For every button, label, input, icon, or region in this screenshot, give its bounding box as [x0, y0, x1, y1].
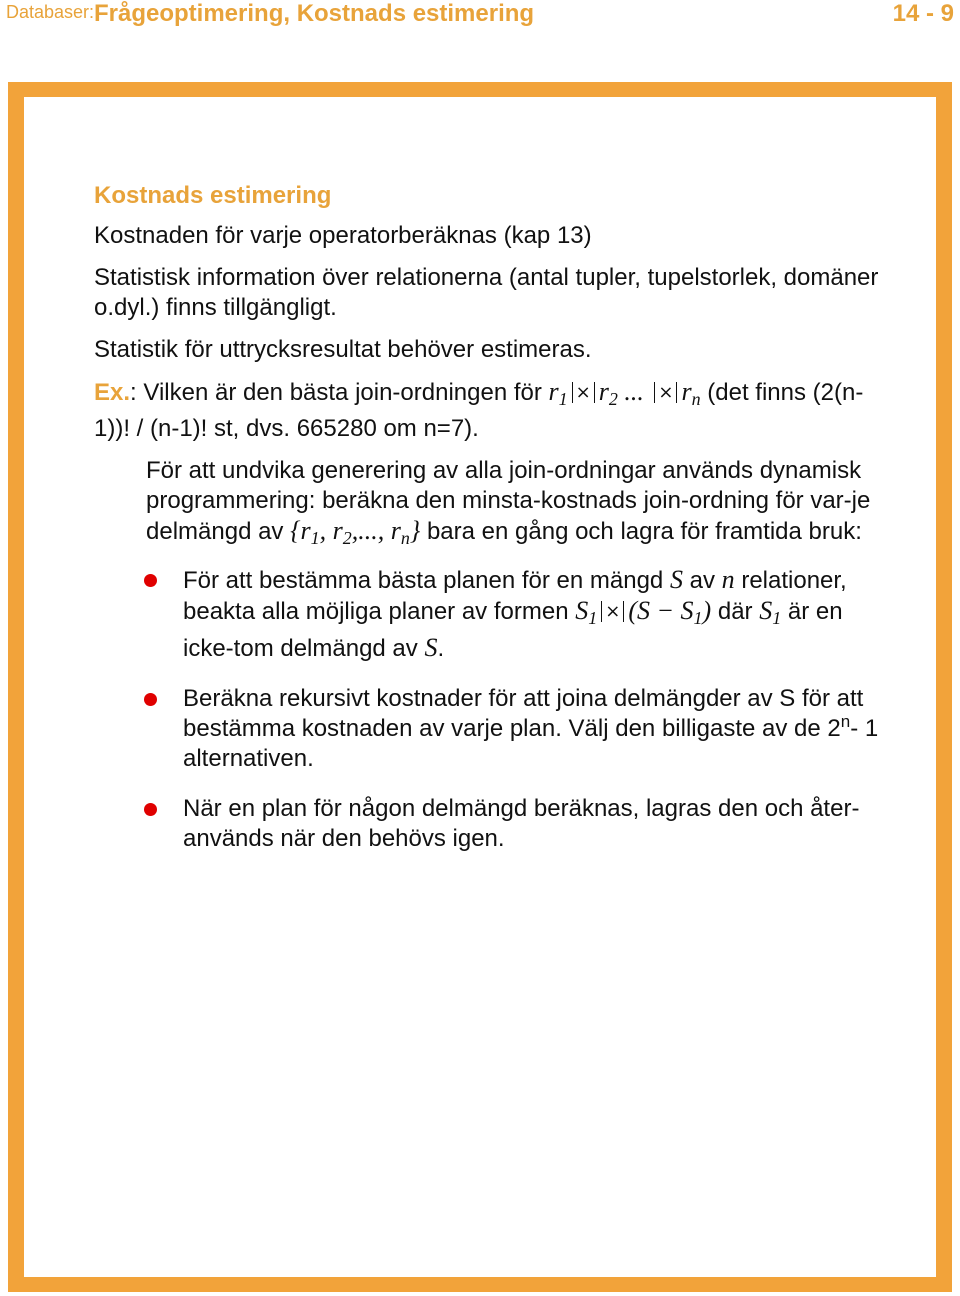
example-text-a: : Vilken är den bästa join-ordningen för	[130, 379, 542, 406]
list-item	[94, 794, 894, 854]
math-plan-form: $S_1 \times (S - S_1)$	[575, 596, 712, 628]
superscript-n: n	[840, 712, 851, 731]
page-header	[0, 0, 960, 40]
example-paragraph	[94, 377, 894, 444]
bullet-text: relationer, beakta alla möjliga planer av formen	[183, 567, 847, 625]
paragraph-statistics: Statistisk information över relationerna (antal tupler, tupelstorlek, domäner o.dyl.) finns tillgängligt.	[94, 264, 879, 321]
section-heading: Kostnads estimering	[94, 182, 332, 209]
bullet-text: där	[717, 598, 753, 625]
list-item	[94, 684, 894, 774]
bullet-text: - 1 alternativen.	[183, 715, 879, 772]
math-join-expression: $r_1 \times r_2$ ... × $r_n$	[548, 377, 701, 409]
bullet-text: När en plan för någon delmängd beräknas, lagras den och åter-används när den behövs igen.	[183, 795, 860, 852]
slide-content	[94, 181, 894, 874]
bullet-text: är en icke-tom delmängd av	[183, 598, 843, 662]
list-item	[94, 565, 894, 664]
bullet-text: av	[689, 567, 715, 594]
dp-text-a: För att undvika generering av alla join-ordningar används dynamisk programmering: beräkna den minsta-kostnads join-ordning för var-je delmängd av	[146, 457, 871, 545]
page-number: 14 - 9	[892, 0, 954, 27]
math-n: n	[721, 565, 735, 594]
paragraph-estimate: Statistik för uttrycksresultat behöver estimeras.	[94, 336, 592, 363]
paragraph-cost: Kostnaden för varje operatorberäknas (kap 13)	[94, 222, 592, 249]
math-S1: $S_1$	[759, 596, 782, 628]
dynamic-programming-paragraph	[94, 456, 894, 553]
course-label: Databaser:	[6, 2, 95, 22]
bullet-list	[94, 565, 894, 854]
dp-text-b: bara en gång och lagra för framtida bruk:	[426, 518, 862, 545]
math-set-expression: {$r_1$, $r_2$,..., $r_n$}	[290, 516, 421, 548]
bullet-text: Beräkna rekursivt kostnader för att joina delmängder av S för att bestämma kostnaden av varje plan. Välj den billigaste av de 2	[183, 685, 864, 742]
bullet-text: För att bestämma bästa planen för en mängd	[183, 567, 664, 594]
bullet-dot-icon	[144, 693, 157, 706]
bullet-text: .	[437, 635, 445, 662]
bullet-dot-icon	[144, 574, 157, 587]
math-S: S	[669, 565, 683, 594]
math-S: S	[424, 633, 438, 662]
example-text-b: (det finns (2(n-1))! / (n-1)! st, dvs. 665280 om n=7).	[94, 379, 864, 442]
bullet-dot-icon	[144, 803, 157, 816]
slide-title: Frågeoptimering, Kostnads estimering	[94, 0, 535, 27]
example-label: Ex.	[94, 379, 131, 406]
